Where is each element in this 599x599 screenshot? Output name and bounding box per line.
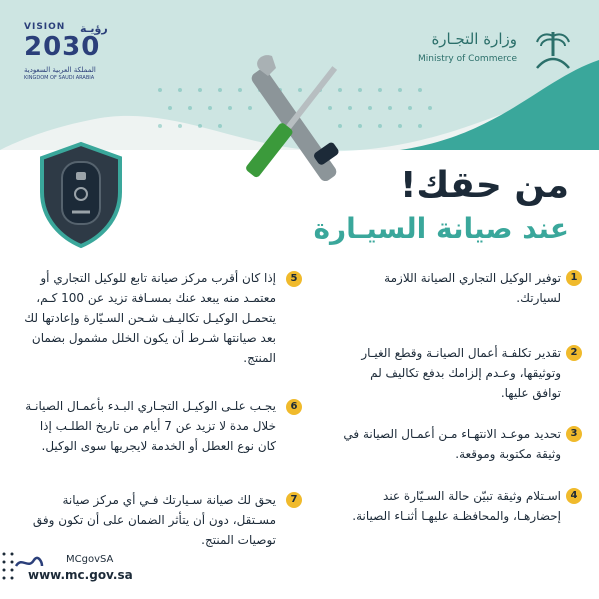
left-item-5	[20, 268, 276, 368]
right-item-4	[341, 486, 561, 526]
ministry-logo	[407, 26, 577, 76]
ministry-name-ar: وزارة التجـارة	[431, 30, 517, 48]
left-item-7	[20, 490, 276, 550]
item-2-text: تقدير تكلفـة أعمال الصيانـة وقطع الغيـار وتوثيقها، وعـدم إلزامك بدفع تكاليف لم توافق عليها.	[361, 346, 561, 400]
main-title: من حقك!	[399, 165, 569, 206]
badge-7: 7	[286, 492, 302, 508]
badge-2: 2	[566, 345, 582, 361]
vision-2030-logo	[22, 22, 132, 82]
item-6-text: يجـب علـى الوكيـل التجـاري البـدء بأعمـال الصيانـة خلال مدة لا تزيد عن 7 أيام من تاريخ الطلـب إذا كان نوع العطل أو الخدمة لايجريها سوى الوكيل.	[25, 399, 276, 453]
left-item-6	[20, 396, 276, 456]
badge-1: 1	[566, 270, 582, 286]
item-4-text: اسـتلام وثيقة تبيّن حالة السـيّارة عند إحضارهـا، والمحافظـة عليهـا أثنـاء الصيانة.	[352, 489, 561, 523]
badge-3: 3	[566, 426, 582, 442]
car-key-shield-icon	[36, 140, 126, 250]
vision-kingdom-ar: المملكة العربية السعودية	[24, 66, 96, 74]
vision-label-en: VISION	[24, 22, 66, 32]
item-7-text: يحق لك صيانة سـيارتك فـي أي مركز صيانة مسـتقل، دون أن يتأثر الضمان على أن تكون وفق توصيات المنتج.	[32, 493, 276, 547]
palm-swords-emblem-icon	[529, 26, 577, 74]
wrench-screwdriver-icon	[230, 50, 360, 200]
social-handle: MCgovSA	[66, 554, 114, 565]
badge-5: 5	[286, 271, 302, 287]
item-3-text: تحديد موعـد الانتهـاء مـن أعمـال الصيانة في وثيقة مكتوبة وموقعة.	[343, 427, 561, 461]
right-item-2	[341, 343, 561, 403]
right-item-1	[341, 268, 561, 308]
badge-6: 6	[286, 399, 302, 415]
vision-kingdom-en: KINGDOM OF SAUDI ARABIA	[24, 75, 95, 81]
vision-year: 2030	[24, 32, 101, 62]
right-item-3	[341, 424, 561, 464]
vision-label-ar: رؤيـة	[80, 22, 108, 35]
website-url[interactable]: www.mc.gov.sa	[28, 568, 133, 582]
item-1-text: توفير الوكيل التجاري الصيانة اللازمة لسيارتك.	[384, 271, 561, 305]
subtitle: عند صيانة السيـارة	[313, 212, 569, 245]
footer	[14, 552, 214, 592]
badge-4: 4	[566, 488, 582, 504]
item-5-text: إذا كان أقرب مركز صيانة تابع للوكيل التجاري أو معتمـد منه يبعد عنك بمسـافة تزيد عن 100 كـم، يتحمـل الوكيـل تكاليـف شـحن السـيّارة وإعادتها لك بعد صيانتها شـرط أن يكون الخلل مشمول بضمان المنتج.	[24, 271, 276, 365]
ministry-name-en: Ministry of Commerce	[418, 54, 517, 64]
